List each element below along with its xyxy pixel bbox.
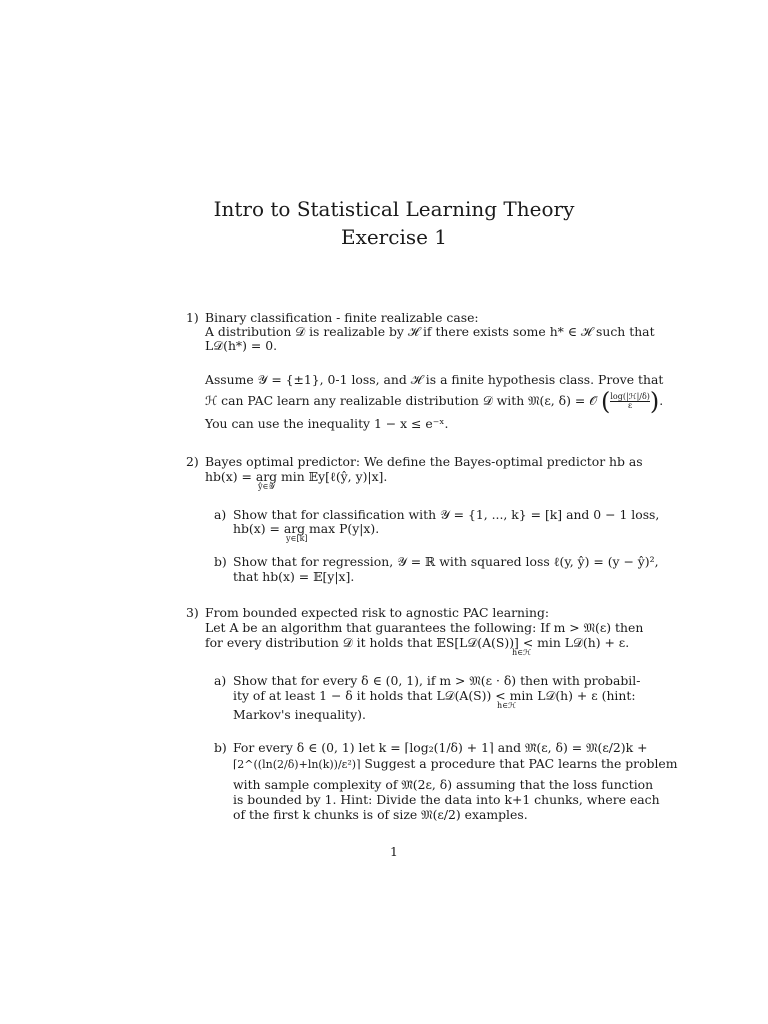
fraction-numerator: log(|ℋ|/δ) — [610, 392, 650, 401]
problem-1-number: 1) — [186, 310, 199, 325]
problem-3-line: Let A be an algorithm that guarantees the following: If m > 𝔐(ε) then — [205, 620, 644, 635]
complexity-fraction — [610, 393, 650, 410]
problem-2a-line: hb(x) = arg max P(y|x). — [233, 521, 380, 536]
problem-3b-line: For every δ ∈ (0, 1) let k = ⌈log₂(1/δ) + 1⌉ and 𝔐̃(ε, δ) = 𝔐(ε/2)k + — [233, 740, 648, 755]
problem-3b-line: is bounded by 1. Hint: Divide the data into k+1 chunks, where each — [233, 792, 660, 807]
problem-2-line: hb(x) = arg min 𝔼y[ℓ(ŷ, y)|x]. — [205, 469, 388, 484]
problem-1-line: L𝒟(h*) = 0. — [205, 338, 278, 353]
problem-3b-formula-line — [233, 756, 678, 773]
problem-1-line: ℋ can PAC learn any realizable distribution 𝒟 with 𝔐(ε, δ) = 𝒪 — [205, 393, 598, 408]
argmin-subscript: ŷ∈𝒴 — [258, 482, 275, 491]
argmax-subscript: y∈[k] — [286, 534, 308, 543]
problem-1-formula-line: ℋ can PAC learn any realizable distribution 𝒟 with 𝔐(ε, δ) = 𝒪 ( $\frac{\text{log(|ℋ|/δ)}}{\varepsilon}$ ). — [205, 387, 664, 416]
ceil-exponent-expression: ⌈2^((ln(2/δ)+ln(k))/ε²)⌉ — [233, 758, 361, 771]
problem-3a-line: ity of at least 1 − δ it holds that L𝒟(A(S)) < min L𝒟(h) + ε (hint: — [233, 688, 636, 703]
problem-3b-line: of the first k chunks is of size 𝔐(ε/2) examples. — [233, 807, 528, 822]
left-paren: ( — [600, 387, 611, 416]
problem-2a-label: a) — [214, 507, 227, 522]
fraction-denominator: ε — [610, 401, 650, 410]
problem-2-number: 2) — [186, 454, 199, 469]
right-paren: ) — [649, 387, 660, 416]
problem-3b-line: with sample complexity of 𝔐̃(2ε, δ) assuming that the loss function — [233, 777, 654, 792]
problem-2b-line: Show that for regression, 𝒴 = ℝ with squared loss ℓ(y, ŷ) = (y − ŷ)², — [233, 554, 659, 569]
page-number: 1 — [390, 844, 398, 859]
problem-1-line: You can use the inequality 1 − x ≤ e⁻ˣ. — [205, 416, 449, 431]
min-subscript: h∈ℋ — [497, 701, 516, 710]
problem-3a-label: a) — [214, 673, 227, 688]
problem-1-line: Assume 𝒴 = {±1}, 0-1 loss, and ℋ is a finite hypothesis class. Prove that — [205, 372, 664, 387]
problem-1-line: Binary classification - finite realizable case: — [205, 310, 479, 325]
problem-3b-line: Suggest a procedure that PAC learns the problem — [364, 756, 678, 771]
min-subscript: h∈ℋ — [512, 648, 531, 657]
problem-2b-line: that hb(x) = 𝔼[y|x]. — [233, 569, 355, 584]
problem-3b-label: b) — [214, 740, 227, 755]
problem-2b-label: b) — [214, 554, 227, 569]
problem-1-line: A distribution 𝒟 is realizable by ℋ if there exists some h* ∈ ℋ such that — [205, 324, 655, 339]
problem-3a-line: Markov's inequality). — [233, 707, 366, 722]
problem-3-number: 3) — [186, 605, 199, 620]
problem-2-line: Bayes optimal predictor: We define the Bayes-optimal predictor hb as — [205, 454, 643, 469]
document-subtitle: Exercise 1 — [340, 225, 448, 249]
problem-2a-line: Show that for classification with 𝒴 = {1, ..., k} = [k] and 0 − 1 loss, — [233, 507, 660, 522]
problem-3-line: for every distribution 𝒟 it holds that 𝔼S[L𝒟(A(S))] < min L𝒟(h) + ε. — [205, 635, 630, 650]
problem-3a-line: Show that for every δ ∈ (0, 1), if m > 𝔐(ε · δ) then with probabil- — [233, 673, 641, 688]
problem-3-line: From bounded expected risk to agnostic PAC learning: — [205, 605, 550, 620]
document-title: Intro to Statistical Learning Theory — [213, 197, 575, 221]
